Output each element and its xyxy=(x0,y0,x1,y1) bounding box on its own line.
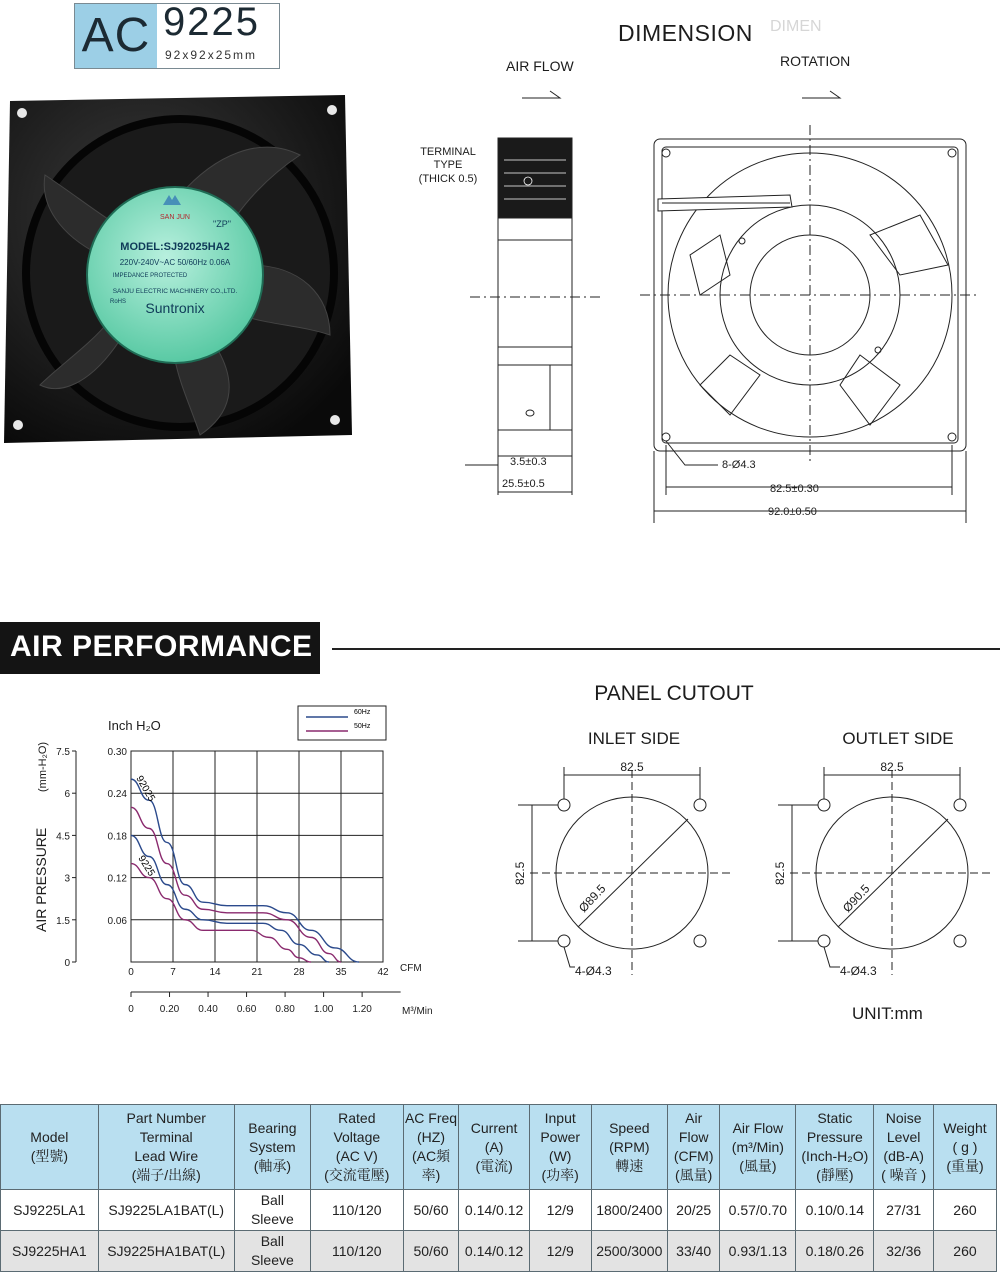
spec-header-line: (Inch-H₂O) xyxy=(801,1148,869,1164)
table-cell: SJ9225LA1 xyxy=(1,1190,99,1231)
m3-tick-label: 1.00 xyxy=(313,1004,334,1015)
table-cell: Ball Sleeve xyxy=(234,1190,310,1231)
outlet-height: 82.5 xyxy=(773,861,787,885)
table-cell: 32/36 xyxy=(874,1231,934,1272)
spec-header-line: Flow xyxy=(678,1129,709,1145)
spec-header-line: (A) xyxy=(484,1138,504,1155)
spec-header-line: Input xyxy=(544,1110,576,1126)
x-tick-label: 7 xyxy=(170,967,176,978)
table-cell: SJ9225LA1BAT(L) xyxy=(98,1190,234,1231)
panel-title: PANEL CUTOUT xyxy=(594,682,754,705)
spec-header-line: (RPM) xyxy=(609,1138,650,1155)
legend-50hz: 50Hz xyxy=(354,723,371,730)
spec-header-line: (端子/出線) xyxy=(131,1167,201,1183)
x-tick-label: 35 xyxy=(335,967,347,978)
table-cell: 50/60 xyxy=(403,1190,459,1231)
spec-header-line: System xyxy=(249,1138,296,1155)
y-tick-label: 0.18 xyxy=(107,831,127,843)
spec-header-line: Speed xyxy=(609,1119,650,1136)
section-header xyxy=(0,622,320,674)
table-cell: 0.18/0.26 xyxy=(796,1231,874,1272)
terminal-type-label: TYPE xyxy=(433,159,463,171)
spec-header-line: (CFM) xyxy=(673,1148,714,1164)
table-cell: 260 xyxy=(933,1190,996,1231)
table-cell: 0.57/0.70 xyxy=(720,1190,796,1231)
spec-header-line: (重量) xyxy=(946,1157,984,1174)
table-cell: 110/120 xyxy=(311,1190,404,1231)
spec-header-line: Power xyxy=(540,1129,581,1145)
table-cell: 0.14/0.12 xyxy=(459,1231,529,1272)
x-tick-label: 21 xyxy=(251,967,263,978)
m3-tick-label: 1.20 xyxy=(352,1004,372,1015)
spec-header-line: (功率) xyxy=(541,1167,579,1183)
dimension-drawing xyxy=(400,55,1000,525)
spec-header-line: Pressure xyxy=(806,1129,863,1145)
fan-model: MODEL:SJ92025HA2 xyxy=(120,241,230,253)
spec-header-line: Air xyxy=(685,1110,703,1126)
table-cell: 27/31 xyxy=(874,1190,934,1231)
fan-photo xyxy=(0,95,358,450)
spec-header-line: (dB-A) xyxy=(883,1148,924,1164)
spec-header-cell xyxy=(796,1105,874,1190)
spec-header-line: ( 噪音 ) xyxy=(881,1167,927,1183)
spec-header-line: Static xyxy=(817,1110,853,1126)
spec-header-cell xyxy=(720,1105,796,1190)
table-cell: 33/40 xyxy=(668,1231,720,1272)
spec-header-cell xyxy=(529,1105,591,1190)
inlet-height: 82.5 xyxy=(513,861,527,885)
m3-tick-label: 0.60 xyxy=(236,1004,257,1015)
fan-zp: "ZP" xyxy=(213,219,231,229)
dim-25-5: 25.5±0.5 xyxy=(502,478,545,490)
series-badge xyxy=(74,0,280,69)
y-tick-label: 0.30 xyxy=(107,747,127,758)
outlet-diameter: Ø90.5 xyxy=(839,881,873,916)
spec-header-line: ( g ) xyxy=(952,1138,978,1155)
y2-axis-label: Inch H₂O xyxy=(108,718,161,733)
spec-header-line: (AC頻 xyxy=(411,1148,451,1164)
mm-tick-label: 7.5 xyxy=(56,747,70,758)
table-cell: 0.93/1.13 xyxy=(720,1231,796,1272)
unit-label: UNIT:mm xyxy=(852,1004,923,1023)
m3-tick-label: 0.20 xyxy=(159,1004,180,1015)
table-cell: 50/60 xyxy=(403,1231,459,1272)
spec-header-line: Part Number xyxy=(126,1110,206,1126)
section-divider xyxy=(332,648,1000,650)
spec-header-line: Weight xyxy=(943,1119,987,1136)
curve-label-9225: 9225 xyxy=(135,853,157,879)
table-cell: 1800/2400 xyxy=(591,1190,667,1231)
spec-header-cell xyxy=(933,1105,996,1190)
spec-header-line: (m³/Min) xyxy=(731,1138,784,1155)
series-size: 92x92x25mm xyxy=(165,48,258,62)
spec-header-line: (W) xyxy=(548,1148,572,1164)
dim-holes: 8-Ø4.3 xyxy=(722,459,756,471)
table-cell: 110/120 xyxy=(311,1231,404,1272)
mm-tick-label: 0 xyxy=(64,958,70,969)
spec-header-line: Terminal xyxy=(139,1129,193,1145)
spec-header-cell xyxy=(234,1105,310,1190)
terminal-thick-label: (THICK 0.5) xyxy=(418,173,478,185)
y-axis-unit: (mm-H₂O) xyxy=(37,741,49,792)
spec-table xyxy=(0,1104,997,1272)
spec-header-line: Voltage xyxy=(333,1129,381,1145)
x-tick-label: 0 xyxy=(128,967,134,978)
terminal-label: TERMINAL xyxy=(420,146,476,158)
mm-tick-label: 6 xyxy=(64,789,70,801)
y-tick-label: 0.24 xyxy=(107,789,127,801)
m3-tick-label: 0 xyxy=(128,1004,134,1015)
inlet-width: 82.5 xyxy=(620,760,644,774)
mm-tick-label: 3 xyxy=(64,873,70,885)
table-cell: SJ9225HA1BAT(L) xyxy=(98,1231,234,1272)
spec-header-cell xyxy=(403,1105,459,1190)
table-cell: 2500/3000 xyxy=(591,1231,667,1272)
spec-header-cell xyxy=(311,1105,404,1190)
spec-header-line: (型號) xyxy=(30,1148,69,1164)
curve-label-92025: 92025 xyxy=(133,774,157,804)
spec-header-cell xyxy=(1,1105,99,1190)
y-tick-label: 0.12 xyxy=(107,873,127,885)
spec-header-line: Air Flow xyxy=(732,1119,784,1136)
x-axis-label: CFM xyxy=(400,963,422,974)
table-cell: 12/9 xyxy=(529,1190,591,1231)
table-cell: Ball Sleeve xyxy=(234,1231,310,1272)
spec-header-line: Level xyxy=(886,1129,921,1145)
inlet-side-label: INLET SIDE xyxy=(587,729,681,748)
dim-82-5: 82.5±0.30 xyxy=(770,483,819,495)
dimension-ghost-text: DIMEN xyxy=(770,18,822,35)
fan-maker: SANJU ELECTRIC MACHINERY CO.,LTD. xyxy=(112,288,238,295)
spec-header-line: 率) xyxy=(421,1167,441,1183)
x-tick-label: 28 xyxy=(293,967,305,978)
x2-axis-label: M³/Min xyxy=(402,1006,433,1017)
spec-header-cell xyxy=(874,1105,934,1190)
outlet-side-label: OUTLET SIDE xyxy=(842,729,954,748)
air-performance-chart xyxy=(28,700,458,1030)
mm-tick-label: 1.5 xyxy=(56,915,70,927)
spec-header-cell xyxy=(668,1105,720,1190)
spec-header-line: Noise xyxy=(885,1110,922,1126)
table-cell: 12/9 xyxy=(529,1231,591,1272)
spec-header-line: (AC V) xyxy=(335,1148,378,1164)
series-number: 9225 xyxy=(163,0,260,44)
dim-3-5: 3.5±0.3 xyxy=(510,456,547,468)
table-cell: SJ9225HA1 xyxy=(1,1231,99,1272)
spec-header-line: (交流電壓) xyxy=(324,1167,390,1183)
spec-header-line: (電流) xyxy=(475,1157,513,1174)
spec-header-cell xyxy=(591,1105,667,1190)
dim-92: 92.0±0.50 xyxy=(768,506,817,518)
spec-header-line: AC Freq xyxy=(404,1110,458,1126)
spec-header-line: (軸承) xyxy=(253,1157,292,1174)
spec-header-line: Current xyxy=(470,1119,518,1136)
spec-header-line: Rated xyxy=(338,1110,376,1126)
section-title: AIR PERFORMANCE xyxy=(10,630,313,663)
table-cell: 20/25 xyxy=(668,1190,720,1231)
x-tick-label: 14 xyxy=(209,967,221,978)
spec-header-line: (靜壓) xyxy=(816,1167,854,1183)
fan-brand: SAN JUN xyxy=(160,214,190,221)
x-tick-label: 42 xyxy=(377,967,389,978)
spec-header-line: 轉速 xyxy=(615,1157,644,1174)
spec-header-line: (HZ) xyxy=(417,1129,446,1145)
fan-impedance: IMPEDANCE PROTECTED xyxy=(112,273,188,279)
spec-header-line: (風量) xyxy=(675,1167,713,1183)
spec-header-cell xyxy=(98,1105,234,1190)
spec-header-line: Model xyxy=(30,1129,69,1145)
spec-header-line: (風量) xyxy=(739,1157,777,1174)
spec-header-line: Lead Wire xyxy=(134,1148,199,1164)
table-cell: 0.10/0.14 xyxy=(796,1190,874,1231)
mm-tick-label: 4.5 xyxy=(56,831,70,843)
m3-tick-label: 0.40 xyxy=(198,1004,218,1015)
table-cell: 260 xyxy=(933,1231,996,1272)
air-flow-label: AIR FLOW xyxy=(506,58,574,74)
panel-cutout-drawing xyxy=(480,675,1000,1035)
fan-logo: Suntronix xyxy=(145,300,205,316)
series-prefix: AC xyxy=(75,4,157,68)
table-cell: 0.14/0.12 xyxy=(459,1190,529,1231)
outlet-width: 82.5 xyxy=(880,760,904,774)
outlet-holes: 4-Ø4.3 xyxy=(840,964,877,978)
y-axis-label: AIR PRESSURE xyxy=(33,827,49,932)
legend xyxy=(298,706,386,740)
rotation-label: ROTATION xyxy=(780,55,851,69)
table-row xyxy=(1,1190,997,1231)
series-line-1 xyxy=(131,807,341,962)
fan-rating: 220V-240V~AC 50/60Hz 0.06A xyxy=(119,258,231,267)
spec-header-line: Bearing xyxy=(248,1119,297,1136)
inlet-holes: 4-Ø4.3 xyxy=(575,964,612,978)
dimension-title: DIMENSION xyxy=(618,20,753,46)
fan-rohs: RoHS xyxy=(109,299,127,305)
series-line-0 xyxy=(131,779,359,962)
inlet-diameter: Ø89.5 xyxy=(575,881,609,916)
spec-header-cell xyxy=(459,1105,529,1190)
spec-header-row xyxy=(1,1105,997,1190)
legend-60hz: 60Hz xyxy=(354,709,371,716)
table-row xyxy=(1,1231,997,1272)
y-tick-label: 0.06 xyxy=(107,915,127,927)
m3-tick-label: 0.80 xyxy=(275,1004,295,1015)
